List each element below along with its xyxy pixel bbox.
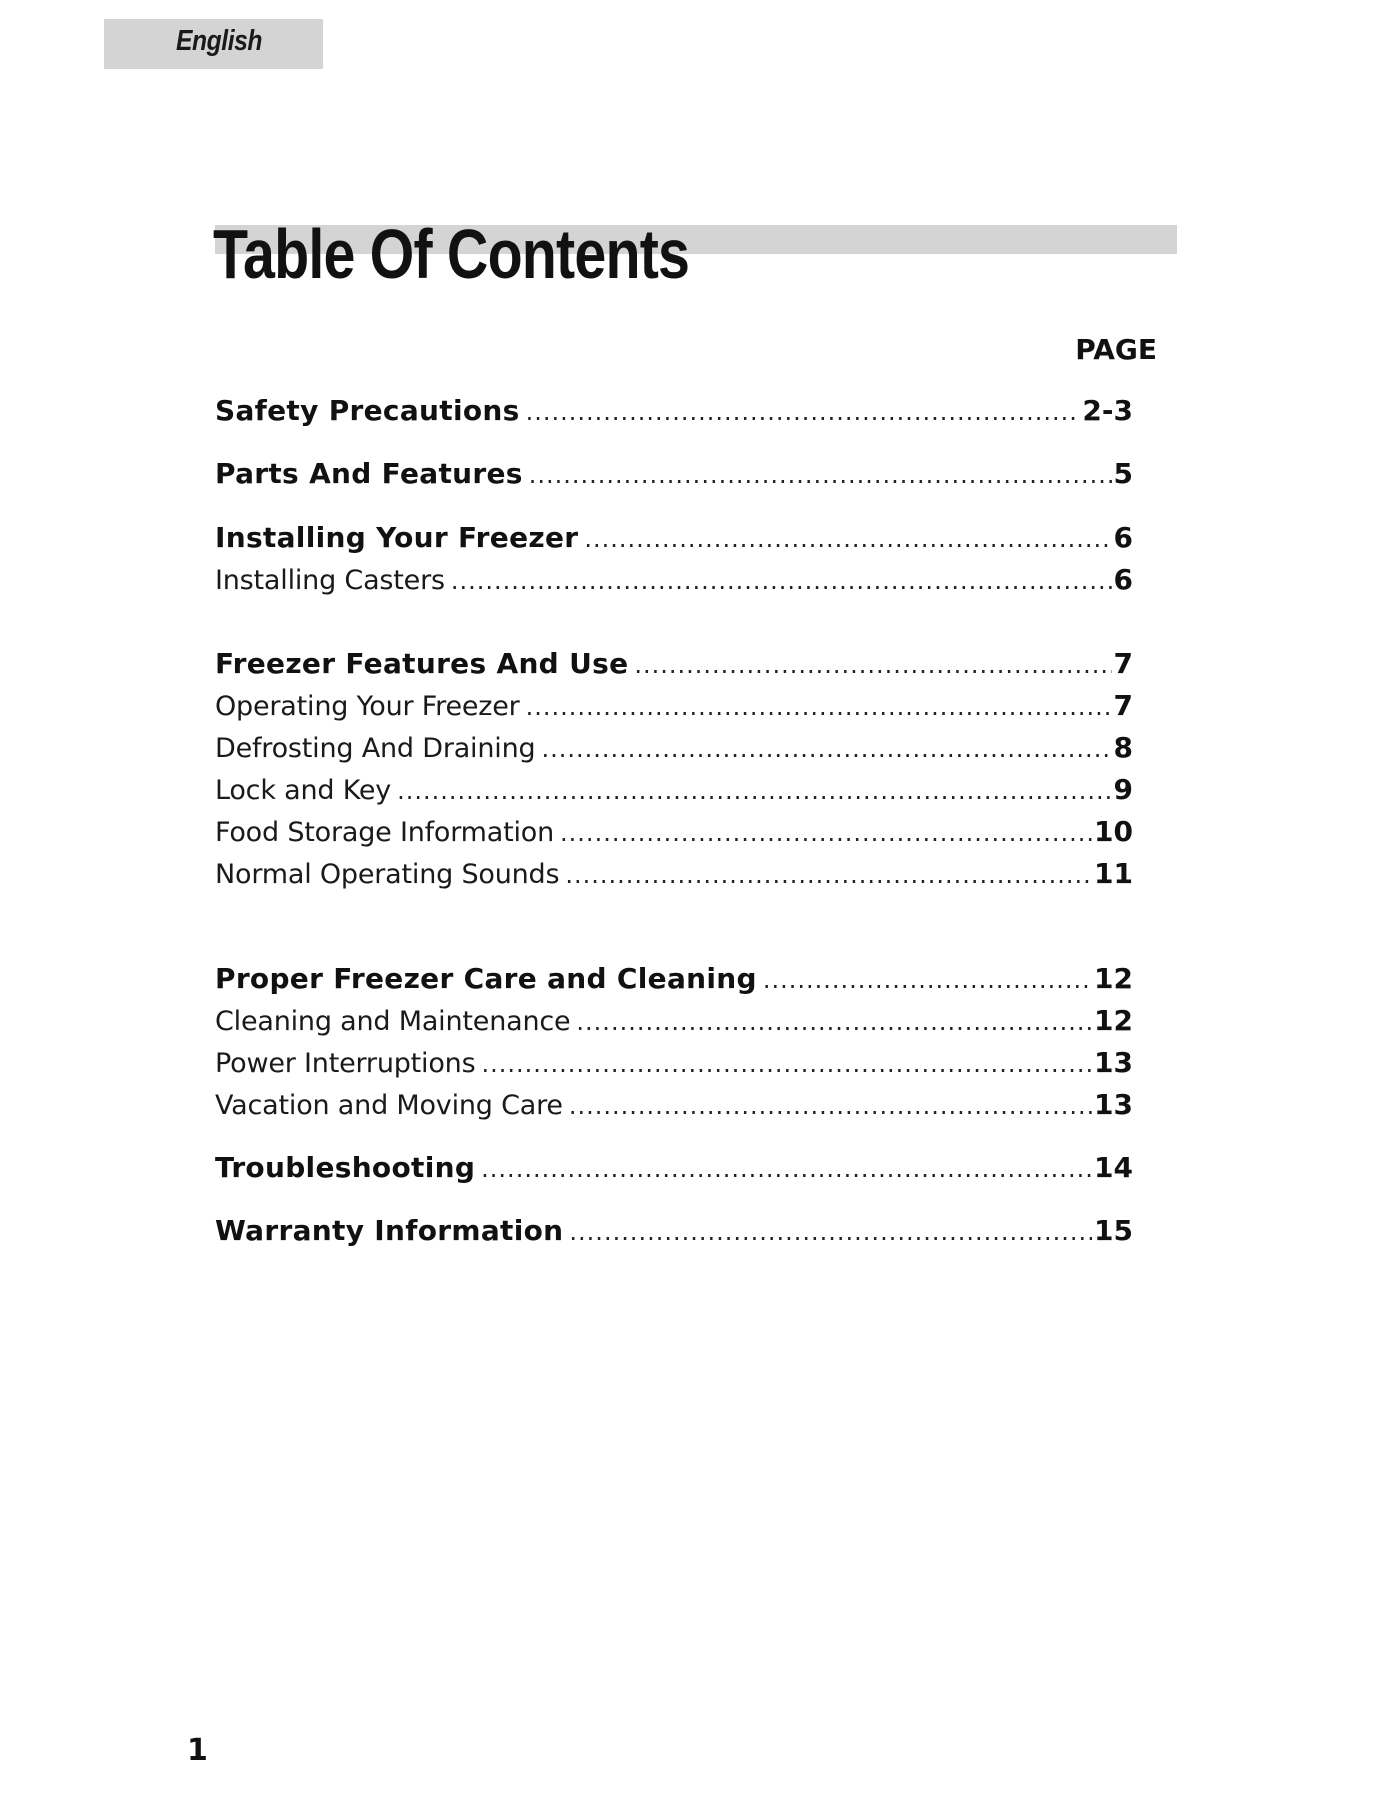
toc-entry-lock-and-key[interactable] (215, 773, 1133, 813)
toc-entry-label: Normal Operating Sounds (215, 859, 560, 890)
toc-entry-label: Food Storage Information (215, 817, 555, 848)
toc-entry-label: Power Interruptions (215, 1048, 476, 1079)
toc-entry-page: 14 (1094, 1151, 1133, 1184)
toc-entry-label: Proper Freezer Care and Cleaning (215, 962, 757, 995)
toc-leader-dots (576, 1008, 1092, 1036)
toc-entry-power-interruptions[interactable] (215, 1046, 1133, 1086)
page-title: Table Of Contents (213, 215, 690, 293)
toc-leader-dots (397, 777, 1111, 805)
toc-entry-page: 12 (1094, 1004, 1133, 1037)
toc-entry-page: 12 (1094, 962, 1133, 995)
toc-entry-operating-your-freezer[interactable] (215, 689, 1133, 729)
toc-entry-page: 11 (1094, 857, 1133, 890)
toc-entry-page: 2-3 (1082, 394, 1133, 427)
toc-entry-freezer-features-and-use[interactable] (215, 647, 1133, 687)
toc-entry-label: Safety Precautions (215, 394, 520, 427)
toc-entry-page: 7 (1113, 647, 1133, 680)
toc-entry-defrosting-and-draining[interactable] (215, 731, 1133, 771)
toc-entry-normal-operating-sounds[interactable] (215, 857, 1133, 897)
toc-entry-label: Defrosting And Draining (215, 733, 536, 764)
toc-entry-installing-casters[interactable] (215, 563, 1133, 603)
toc-entry-page: 15 (1094, 1214, 1133, 1247)
toc-leader-dots (526, 693, 1112, 721)
toc-entry-page: 6 (1113, 521, 1133, 554)
toc-leader-dots (584, 525, 1111, 553)
toc-leader-dots (526, 398, 1081, 426)
toc-entry-label: Lock and Key (215, 775, 392, 806)
toc-entry-cleaning-and-maintenance[interactable] (215, 1004, 1133, 1044)
toc-leader-dots (541, 735, 1111, 763)
toc-leader-dots (569, 1218, 1092, 1246)
toc-entry-label: Troubleshooting (215, 1151, 476, 1184)
toc-entry-label: Freezer Features And Use (215, 647, 629, 680)
toc-entry-parts-and-features[interactable] (215, 457, 1133, 497)
toc-entry-label: Operating Your Freezer (215, 691, 520, 722)
toc-entry-page: 10 (1094, 815, 1133, 848)
toc-entry-installing-your-freezer[interactable] (215, 521, 1133, 561)
toc-entry-label: Warranty Information (215, 1214, 564, 1247)
toc-leader-dots (763, 966, 1092, 994)
toc-entry-page: 7 (1113, 689, 1133, 722)
toc-leader-dots (565, 861, 1092, 889)
toc-leader-dots (569, 1092, 1092, 1120)
toc-leader-dots (560, 819, 1092, 847)
toc-entry-page: 8 (1113, 731, 1133, 764)
toc-entry-food-storage-information[interactable] (215, 815, 1133, 855)
toc-entry-troubleshooting[interactable] (215, 1151, 1133, 1191)
toc-leader-dots (634, 651, 1111, 679)
page-number: 1 (187, 1733, 208, 1768)
toc-entry-page: 6 (1113, 563, 1133, 596)
toc-entry-warranty-information[interactable] (215, 1214, 1133, 1254)
toc-leader-dots (481, 1050, 1092, 1078)
toc-entry-label: Installing Your Freezer (215, 521, 579, 554)
toc-entry-safety-precautions[interactable] (215, 394, 1133, 434)
toc-entry-label: Installing Casters (215, 565, 445, 596)
toc-entry-proper-freezer-care[interactable] (215, 962, 1133, 1002)
language-label: English (176, 25, 263, 57)
toc-leader-dots (481, 1155, 1092, 1183)
toc-entry-page: 13 (1094, 1088, 1133, 1121)
toc-entry-label: Parts And Features (215, 457, 523, 490)
toc-leader-dots (451, 567, 1112, 595)
language-tab (104, 19, 323, 69)
toc-entry-vacation-and-moving-care[interactable] (215, 1088, 1133, 1128)
toc-entry-page: 13 (1094, 1046, 1133, 1079)
toc-entry-label: Cleaning and Maintenance (215, 1006, 571, 1037)
page-column-label: PAGE (1075, 333, 1157, 366)
toc-leader-dots (529, 461, 1112, 489)
toc-entry-label: Vacation and Moving Care (215, 1090, 563, 1121)
toc-entry-page: 5 (1113, 457, 1133, 490)
toc-entry-page: 9 (1113, 773, 1133, 806)
